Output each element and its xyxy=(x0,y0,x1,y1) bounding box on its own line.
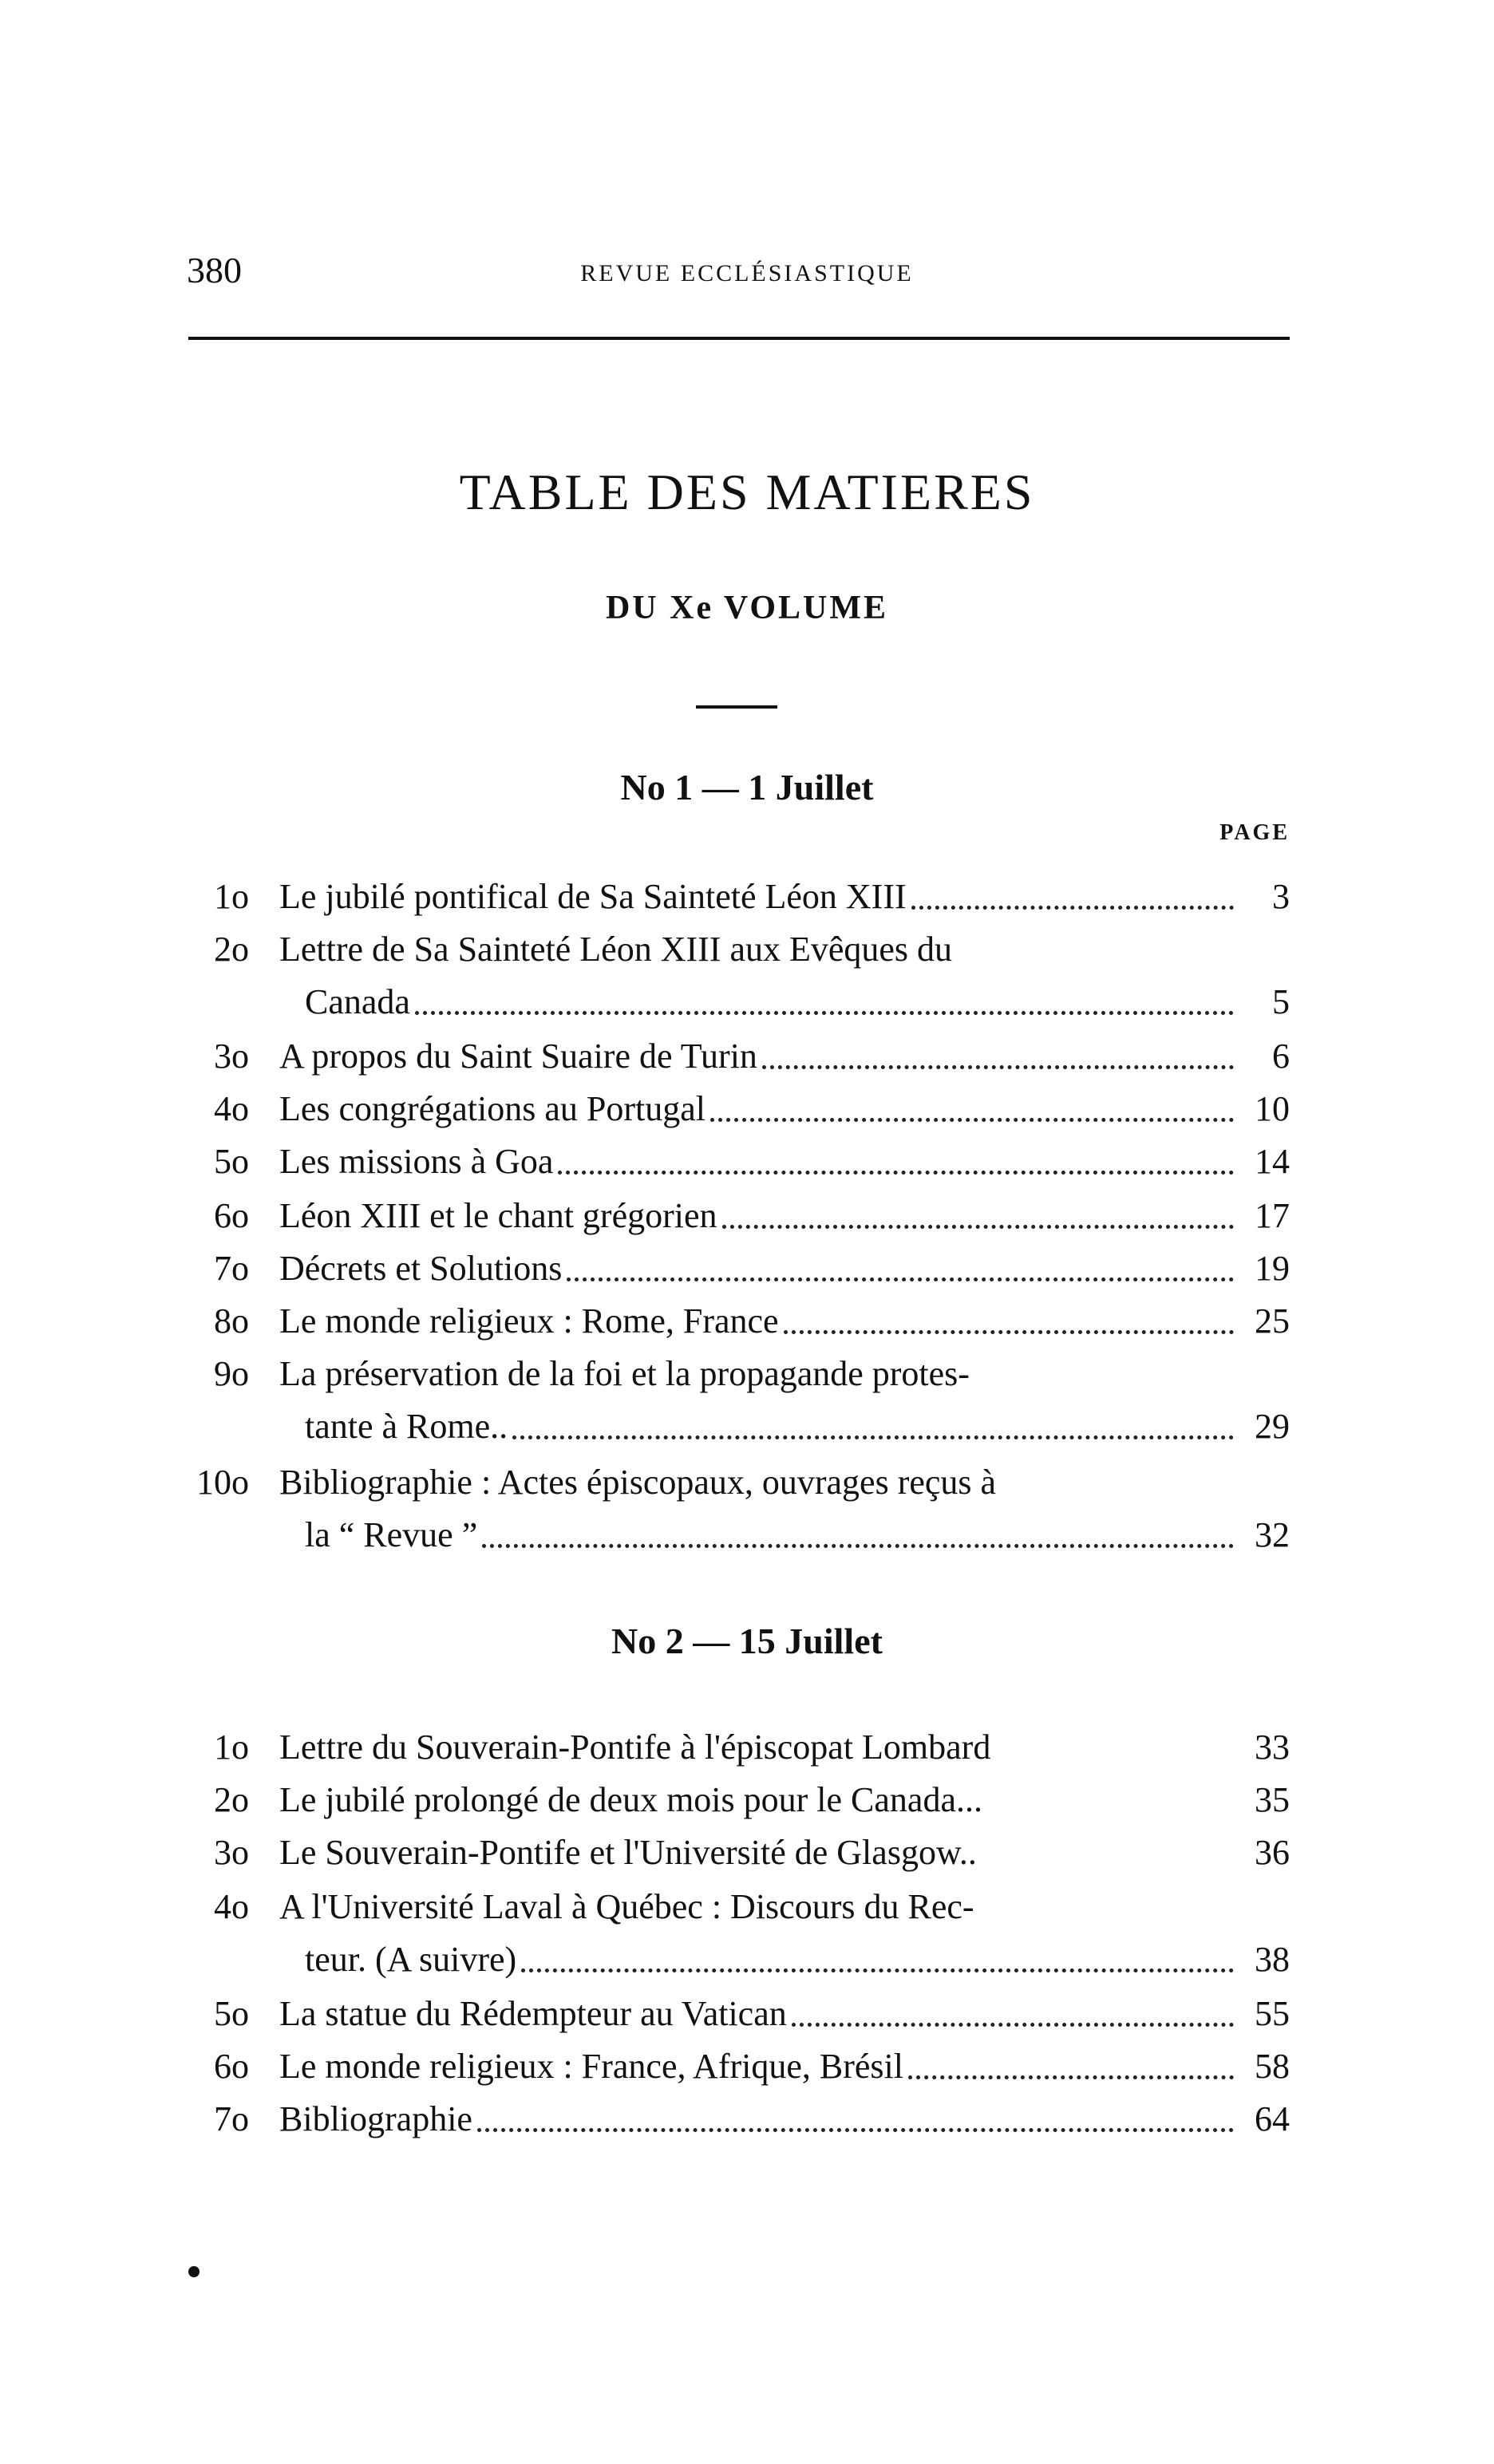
entry-page: 38 xyxy=(1255,1940,1290,1979)
entry-number: 7o xyxy=(214,2099,249,2138)
entry-number: 3o xyxy=(214,1833,249,1872)
header-rule xyxy=(188,337,1002,340)
entry-number: 5o xyxy=(214,1142,249,1181)
entry-page: 55 xyxy=(1255,1994,1290,2033)
entry-number: 9o xyxy=(214,1354,249,1393)
entry-title: Bibliographie xyxy=(279,2099,472,2138)
page-title: TABLE DES MATIERES xyxy=(459,464,1035,520)
entry-title: Le monde religieux : France, Afrique, Brésil xyxy=(279,2047,903,2086)
dot-leader xyxy=(567,1245,1234,1281)
entry-title-continued: tante à Rome.. xyxy=(305,1407,508,1446)
entry-title: Décrets et Solutions xyxy=(279,1249,563,1288)
entry-page: 32 xyxy=(1255,1515,1290,1554)
dot-leader xyxy=(911,873,1234,910)
entry-page: 3 xyxy=(1272,877,1290,916)
dot-leader xyxy=(995,1724,1234,1760)
section-heading-no2: No 2 — 15 Juillet xyxy=(611,1621,883,1661)
entry-page: 35 xyxy=(1255,1780,1290,1819)
dot-leader xyxy=(710,1085,1234,1122)
dot-leader xyxy=(415,978,1234,1015)
title-rule xyxy=(696,705,777,709)
entry-number: 2o xyxy=(214,1780,249,1819)
entry-title: Le jubilé prolongé de deux mois pour le Canada... xyxy=(279,1780,982,1819)
entry-page: 19 xyxy=(1255,1249,1290,1288)
entry-page: 14 xyxy=(1255,1142,1290,1181)
entry-title: Bibliographie : Actes épiscopaux, ouvrages reçus à xyxy=(279,1463,997,1502)
dot-leader xyxy=(762,1033,1234,1069)
entry-number: 10o xyxy=(196,1463,249,1502)
entry-page: 58 xyxy=(1255,2047,1290,2086)
dot-leader xyxy=(987,1776,1234,1813)
entry-number: 6o xyxy=(214,1196,249,1235)
entry-title: Lettre de Sa Sainteté Léon XIII aux Evêques du xyxy=(279,930,953,969)
entry-title: Lettre du Souverain-Pontife à l'épiscopat Lombard xyxy=(279,1728,991,1767)
dot-leader xyxy=(792,1990,1234,2027)
dot-leader xyxy=(477,2095,1234,2132)
entry-number: 7o xyxy=(214,1249,249,1288)
dot-leader xyxy=(558,1138,1234,1175)
entry-number: 8o xyxy=(214,1301,249,1341)
entry-number: 1o xyxy=(214,1728,249,1767)
entry-title: A l'Université Laval à Québec : Discours du Rec- xyxy=(279,1887,974,1926)
entry-title-continued: la “ Revue ” xyxy=(305,1515,478,1554)
section-heading-no1: No 1 — 1 Juillet xyxy=(620,767,874,808)
entry-number: 1o xyxy=(214,877,249,916)
entry-page: 29 xyxy=(1255,1407,1290,1446)
dot-leader xyxy=(908,2043,1234,2079)
entry-title: Les missions à Goa xyxy=(279,1142,554,1181)
entry-page: 6 xyxy=(1272,1037,1290,1076)
entry-number: 6o xyxy=(214,2047,249,2086)
entry-number: 4o xyxy=(214,1887,249,1926)
dot-leader xyxy=(982,1829,1234,1866)
entry-page: 36 xyxy=(1255,1833,1290,1872)
page-column-label: PAGE xyxy=(1219,820,1290,845)
printer-mark xyxy=(188,2266,200,2277)
entry-title: Les congrégations au Portugal xyxy=(279,1089,706,1128)
running-head: REVUE ECCLÉSIASTIQUE xyxy=(580,260,914,286)
entry-page: 17 xyxy=(1255,1196,1290,1235)
entry-number: 5o xyxy=(214,1994,249,2033)
dot-leader xyxy=(482,1511,1234,1548)
entry-number: 4o xyxy=(214,1089,249,1128)
entry-page: 25 xyxy=(1255,1301,1290,1341)
entry-page: 5 xyxy=(1272,982,1290,1021)
entry-title: La préservation de la foi et la propagande protes- xyxy=(279,1354,970,1393)
entry-page: 33 xyxy=(1255,1728,1290,1767)
entry-title: Le jubilé pontifical de Sa Sainteté Léon XIII xyxy=(279,877,907,916)
dot-leader xyxy=(722,1192,1234,1229)
entry-title-continued: teur. (A suivre) xyxy=(305,1940,517,1979)
entry-number: 2o xyxy=(214,930,249,969)
entry-number: 3o xyxy=(214,1037,249,1076)
entry-page: 64 xyxy=(1255,2099,1290,2138)
dot-leader xyxy=(521,1936,1234,1972)
entry-title: La statue du Rédempteur au Vatican xyxy=(279,1994,787,2033)
dot-leader xyxy=(512,1403,1234,1439)
entry-title: Léon XIII et le chant grégorien xyxy=(279,1196,717,1235)
entry-title-continued: Canada xyxy=(305,982,410,1021)
entry-title: Le monde religieux : Rome, France xyxy=(279,1301,779,1341)
volume-subtitle: DU Xe VOLUME xyxy=(605,590,889,626)
page-number: 380 xyxy=(187,250,242,290)
entry-page: 10 xyxy=(1255,1089,1290,1128)
header-rule xyxy=(970,337,1290,340)
entry-title: A propos du Saint Suaire de Turin xyxy=(279,1037,757,1076)
dot-leader xyxy=(784,1297,1234,1334)
entry-title: Le Souverain-Pontife et l'Université de Glasgow.. xyxy=(279,1833,977,1872)
